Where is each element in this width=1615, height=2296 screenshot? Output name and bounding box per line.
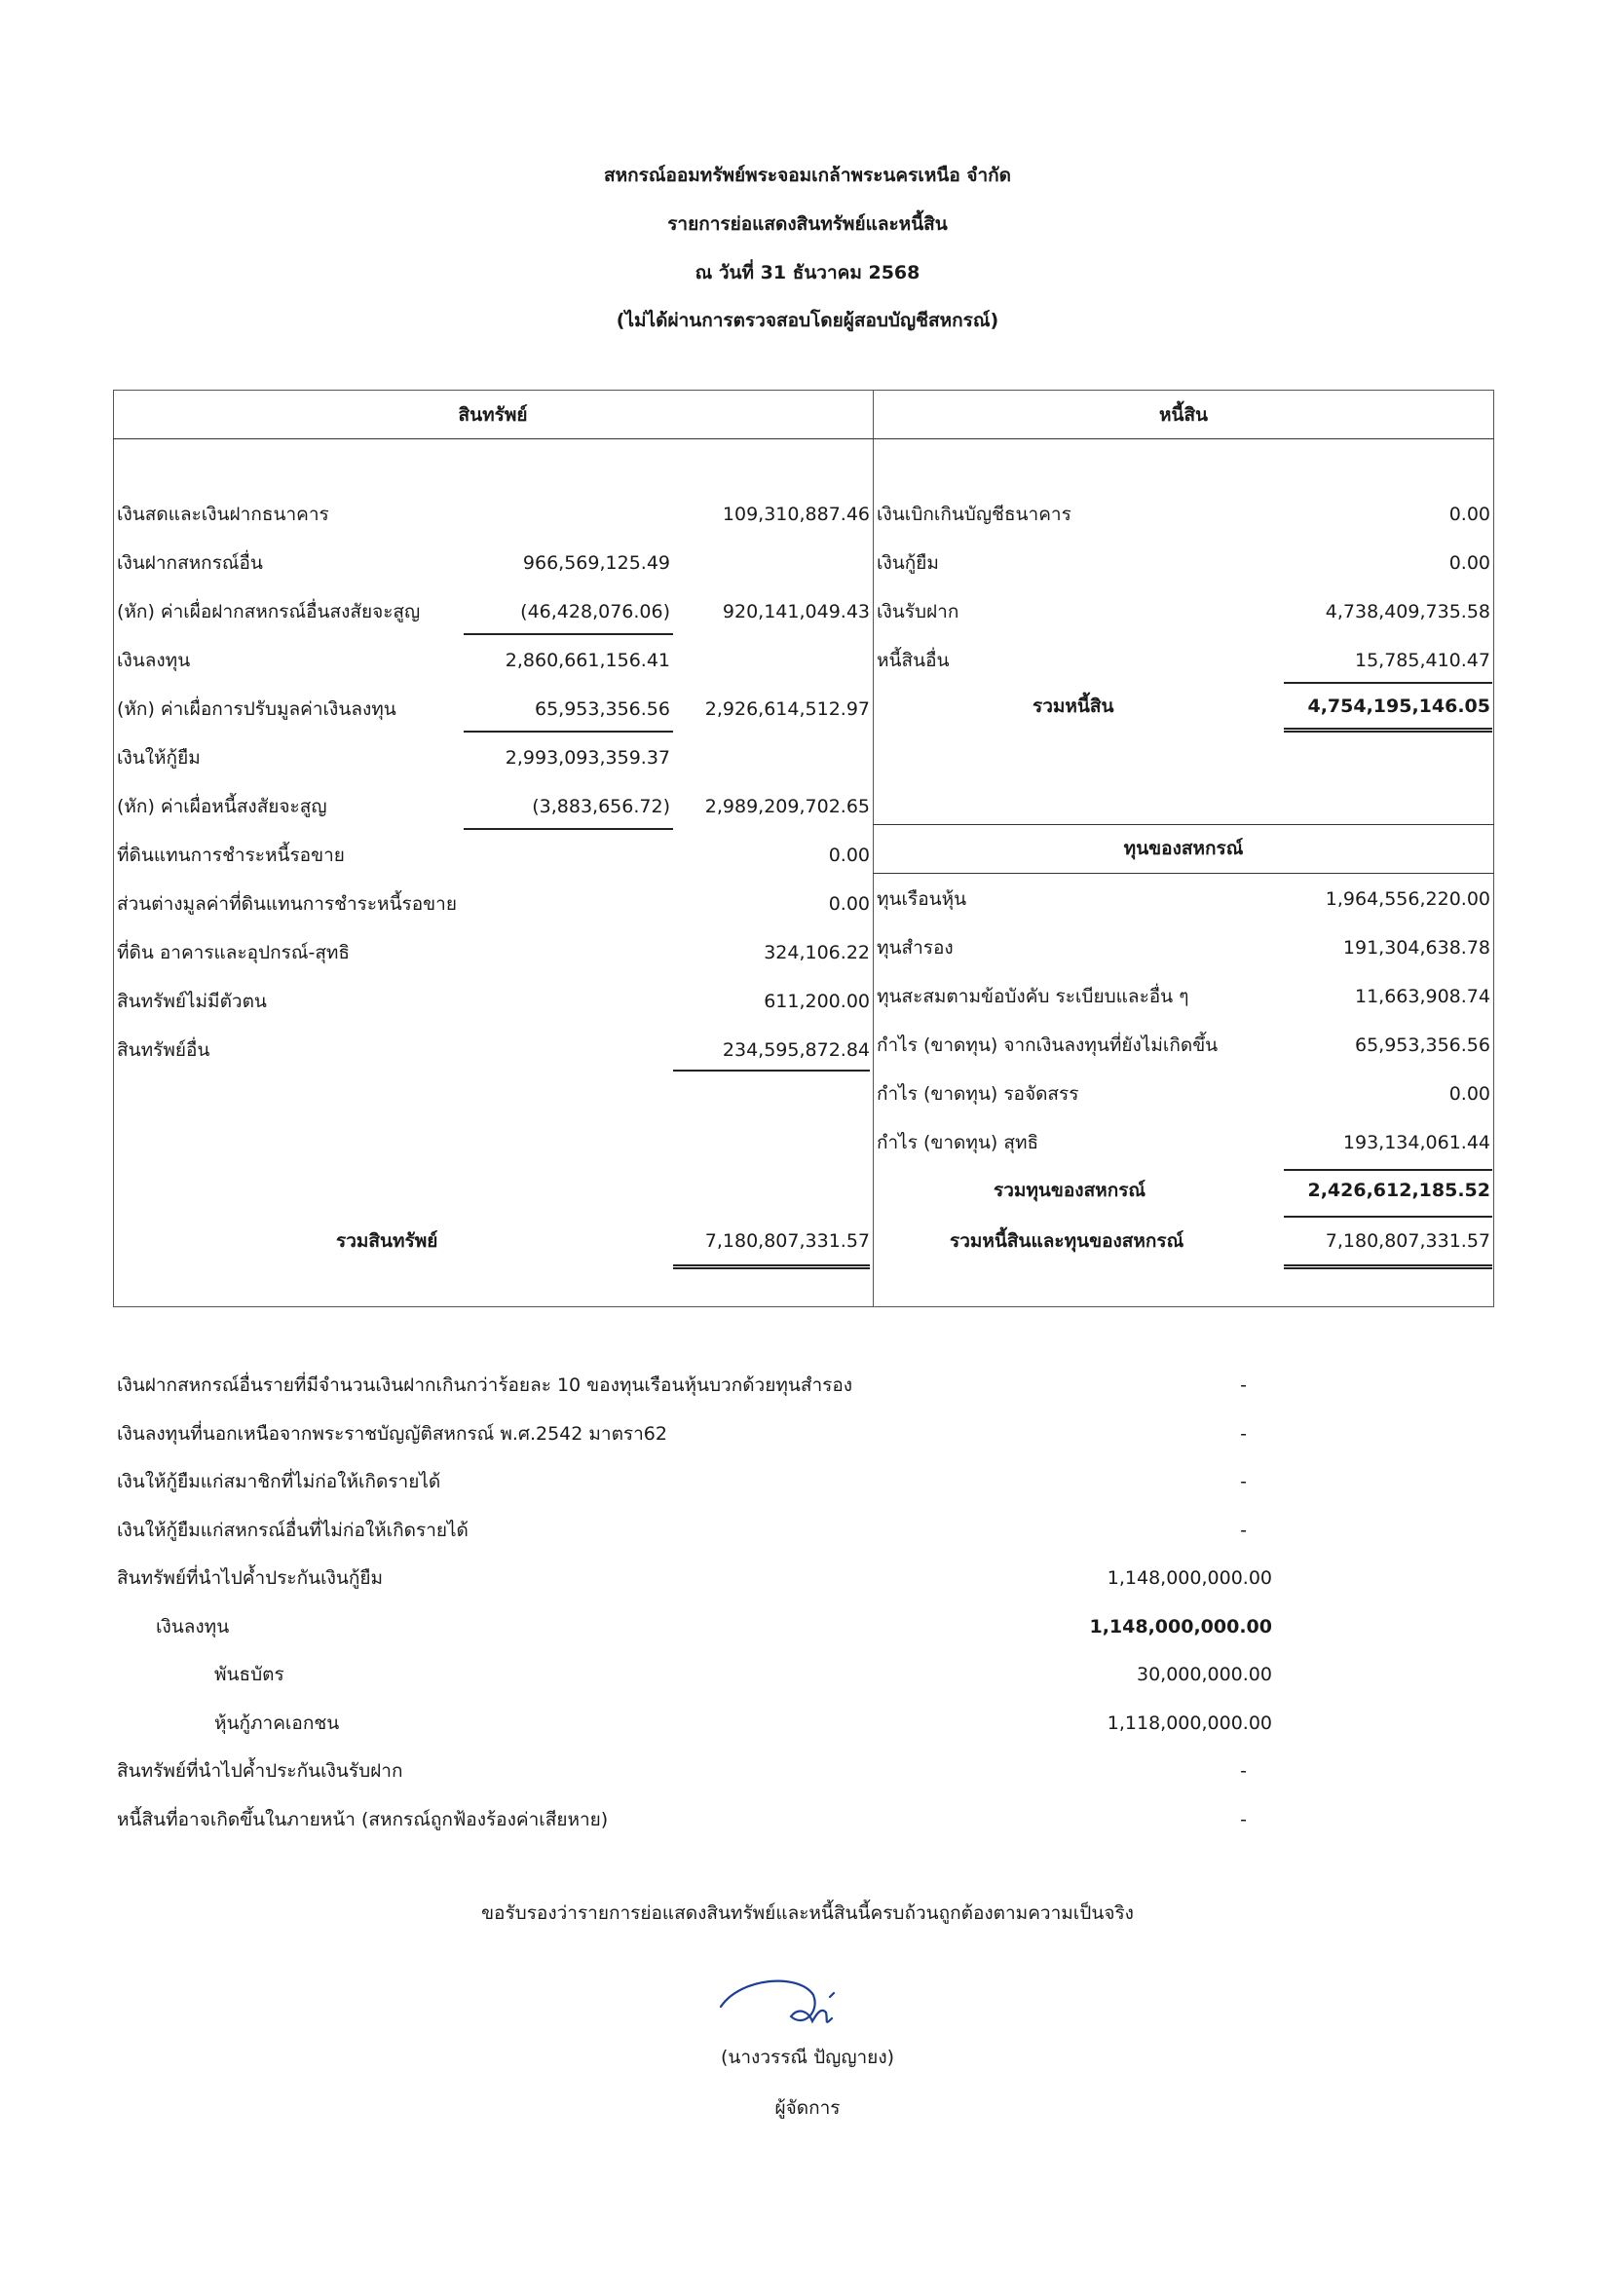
equity-total-overline <box>1284 1169 1492 1171</box>
asset-label: สินทรัพย์อื่น <box>117 1039 210 1061</box>
liability-value: 0.00 <box>1448 552 1490 574</box>
asset-total-value: 2,926,614,512.97 <box>704 698 870 720</box>
asset-label: (หัก) ค่าเผื่อการปรับมูลค่าเงินลงทุน <box>117 698 396 720</box>
asset-label: เงินลงทุน <box>117 650 191 671</box>
equity-heading-rule <box>873 873 1494 874</box>
equity-value: 65,953,356.56 <box>1354 1035 1490 1056</box>
assets-heading: สินทรัพย์ <box>458 404 528 426</box>
liability-label: หนี้สินอื่น <box>877 650 950 671</box>
asset-total-value: 234,595,872.84 <box>722 1039 870 1061</box>
report-date: ณ วันที่ 31 ธันวาคม 2568 <box>695 262 920 283</box>
liabilities-total-label: รวมหนี้สิน <box>1033 696 1114 717</box>
asset-total-double-underline <box>673 1264 870 1269</box>
liability-value: 4,738,409,735.58 <box>1325 601 1490 622</box>
asset-label: ส่วนต่างมูลค่าที่ดินแทนการชำระหนี้รอขาย <box>117 893 457 915</box>
note-value: 30,000,000.00 <box>1136 1664 1272 1685</box>
asset-sub-value: 65,953,356.56 <box>534 698 670 720</box>
asset-total-overline <box>673 1070 870 1072</box>
signer-name: (นางวรรณี ปัญญายง) <box>720 2047 895 2068</box>
grand-total-overline <box>1284 1216 1492 1218</box>
note-label: เงินลงทุนที่นอกเหนือจากพระราชบัญญัติสหกรณ์ พ.ศ.2542 มาตรา62 <box>117 1422 667 1445</box>
asset-sub-value: 2,993,093,359.37 <box>505 747 670 769</box>
note-label: เงินให้กู้ยืมแก่สมาชิกที่ไม่ก่อให้เกิดรายได้ <box>117 1471 441 1492</box>
liability-value: 15,785,410.47 <box>1354 650 1490 671</box>
audit-note: (ไม่ได้ผ่านการตรวจสอบโดยผู้สอบบัญชีสหกรณ์) <box>616 310 999 331</box>
equity-label: กำไร (ขาดทุน) สุทธิ <box>877 1132 1039 1153</box>
equity-label: ทุนสำรอง <box>877 937 954 959</box>
grand-total-value: 7,180,807,331.57 <box>1325 1230 1490 1252</box>
note-label: หนี้สินที่อาจเกิดขึ้นในภายหน้า (สหกรณ์ถูกฟ้องร้องค่าเสียหาย) <box>117 1808 609 1830</box>
asset-label: (หัก) ค่าเผื่อหนี้สงสัยจะสูญ <box>117 796 327 817</box>
equity-top-rule <box>873 824 1494 825</box>
equity-value: 191,304,638.78 <box>1342 937 1490 959</box>
note-value: - <box>1240 1519 1247 1541</box>
asset-total-value: 2,989,209,702.65 <box>704 796 870 817</box>
note-label: พันธบัตร <box>214 1664 284 1685</box>
note-value: - <box>1240 1808 1247 1830</box>
note-label: เงินลงทุน <box>156 1615 230 1637</box>
asset-label: ที่ดินแทนการชำระหนี้รอขาย <box>117 845 345 866</box>
note-value: 1,118,000,000.00 <box>1107 1712 1272 1734</box>
asset-sub-value: 966,569,125.49 <box>522 552 670 574</box>
asset-sub-underline-3 <box>464 828 673 830</box>
certification-statement: ขอรับรองว่ารายการย่อแสดงสินทรัพย์และหนี้สินนี้ครบถ้วนถูกต้องตามความเป็นจริง <box>481 1902 1134 1924</box>
note-value: - <box>1240 1760 1247 1782</box>
asset-total-value: 324,106.22 <box>764 942 870 963</box>
asset-total-value: 0.00 <box>828 845 870 866</box>
liability-label: เงินเบิกเกินบัญชีธนาคาร <box>877 504 1071 525</box>
equity-total-value: 2,426,612,185.52 <box>1307 1180 1490 1201</box>
asset-total-value: 611,200.00 <box>764 991 870 1012</box>
asset-sub-underline-2 <box>464 731 673 733</box>
asset-label: เงินสดและเงินฝากธนาคาร <box>117 504 329 525</box>
header-rule <box>113 438 1494 439</box>
asset-label: (หัก) ค่าเผื่อฝากสหกรณ์อื่นสงสัยจะสูญ <box>117 601 421 622</box>
note-value: 1,148,000,000.00 <box>1107 1567 1272 1589</box>
asset-sub-underline-1 <box>464 633 673 635</box>
equity-heading: ทุนของสหกรณ์ <box>1123 838 1244 859</box>
asset-label: เงินให้กู้ยืม <box>117 747 201 769</box>
assets-total-value: 7,180,807,331.57 <box>704 1230 870 1252</box>
liab-total-overline <box>1284 682 1492 684</box>
assets-total-label: รวมสินทรัพย์ <box>336 1230 438 1252</box>
equity-value: 193,134,061.44 <box>1342 1132 1490 1153</box>
grand-total-double-underline <box>1284 1264 1492 1269</box>
grand-total-label: รวมหนี้สินและทุนของสหกรณ์ <box>950 1230 1184 1252</box>
note-label: หุ้นกู้ภาคเอกชน <box>214 1712 340 1734</box>
asset-label: เงินฝากสหกรณ์อื่น <box>117 552 263 574</box>
note-value: - <box>1240 1374 1247 1396</box>
equity-value: 11,663,908.74 <box>1354 986 1490 1007</box>
note-label: สินทรัพย์ที่นำไปค้ำประกันเงินรับฝาก <box>117 1760 403 1782</box>
note-value: 1,148,000,000.00 <box>1089 1615 1272 1637</box>
asset-sub-value: 2,860,661,156.41 <box>505 650 670 671</box>
note-label: สินทรัพย์ที่นำไปค้ำประกันเงินกู้ยืม <box>117 1567 384 1589</box>
liability-label: เงินรับฝาก <box>877 601 959 622</box>
liability-label: เงินกู้ยืม <box>877 552 939 574</box>
liability-value: 0.00 <box>1448 504 1490 525</box>
liabilities-heading: หนี้สิน <box>1158 404 1209 426</box>
note-value: - <box>1240 1471 1247 1492</box>
equity-label: ทุนสะสมตามข้อบังคับ ระเบียบและอื่น ๆ <box>877 986 1189 1007</box>
asset-sub-value: (46,428,076.06) <box>520 601 670 622</box>
asset-total-value: 109,310,887.46 <box>722 504 870 525</box>
asset-label: ที่ดิน อาคารและอุปกรณ์-สุทธิ <box>117 942 351 963</box>
signer-position: ผู้จัดการ <box>774 2097 841 2119</box>
equity-label: ทุนเรือนหุ้น <box>877 888 967 910</box>
asset-total-value: 0.00 <box>828 893 870 915</box>
liabilities-total-value: 4,754,195,146.05 <box>1307 696 1490 717</box>
report-title: รายการย่อแสดงสินทรัพย์และหนี้สิน <box>667 213 948 235</box>
equity-label: กำไร (ขาดทุน) จากเงินลงทุนที่ยังไม่เกิดขึ้น <box>877 1035 1219 1056</box>
asset-label: สินทรัพย์ไม่มีตัวตน <box>117 991 267 1012</box>
note-label: เงินฝากสหกรณ์อื่นรายที่มีจำนวนเงินฝากเกินกว่าร้อยละ 10 ของทุนเรือนหุ้นบวกด้วยทุนสำรอง <box>117 1374 853 1396</box>
equity-total-label: รวมทุนของสหกรณ์ <box>994 1180 1146 1201</box>
org-name: สหกรณ์ออมทรัพย์พระจอมเกล้าพระนครเหนือ จำกัด <box>603 165 1012 186</box>
asset-sub-value: (3,883,656.72) <box>532 796 670 817</box>
equity-label: กำไร (ขาดทุน) รอจัดสรร <box>877 1083 1079 1105</box>
asset-total-value: 920,141,049.43 <box>722 601 870 622</box>
signature <box>711 1968 886 2046</box>
equity-value: 0.00 <box>1448 1083 1490 1105</box>
note-label: เงินให้กู้ยืมแก่สหกรณ์อื่นที่ไม่ก่อให้เกิดรายได้ <box>117 1519 469 1541</box>
liab-total-double-underline <box>1284 728 1492 733</box>
note-value: - <box>1240 1422 1247 1445</box>
equity-value: 1,964,556,220.00 <box>1325 888 1490 910</box>
